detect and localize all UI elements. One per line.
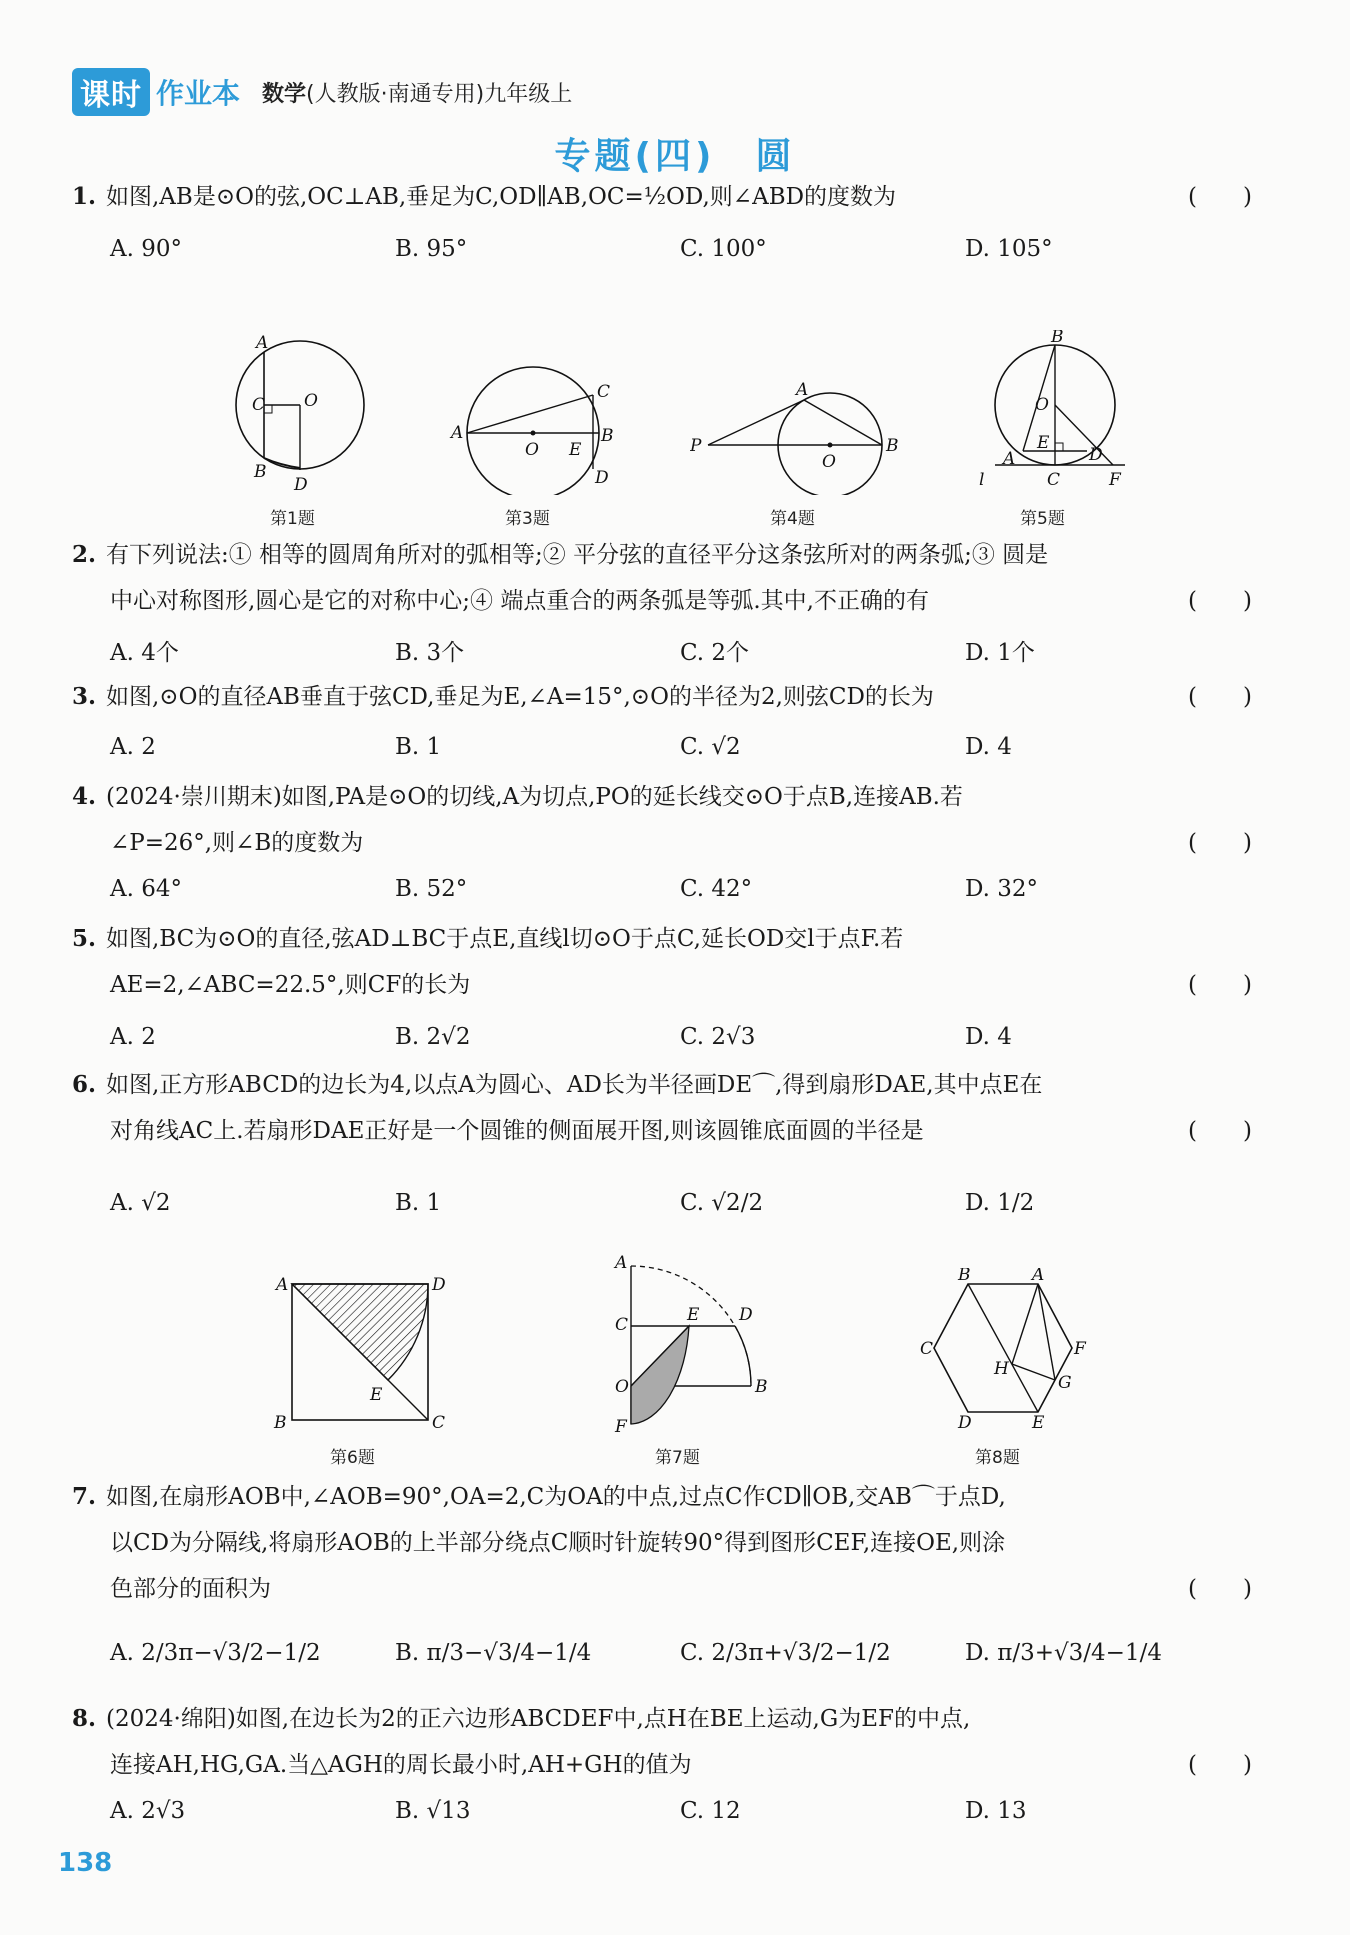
- svg-text:E: E: [687, 1305, 700, 1325]
- brand-logo-box: 课时: [72, 68, 150, 116]
- svg-text:D: D: [958, 1413, 972, 1433]
- svg-text:A: A: [276, 1275, 289, 1295]
- svg-text:P: P: [690, 436, 702, 456]
- caption-fig6: 第6题: [330, 1448, 375, 1468]
- figure-q7: [605, 1252, 775, 1442]
- svg-text:E: E: [569, 440, 582, 460]
- svg-text:B: B: [1051, 330, 1064, 347]
- svg-text:C: C: [1047, 470, 1061, 490]
- caption-fig7: 第7题: [655, 1448, 700, 1468]
- svg-text:A: A: [1003, 449, 1016, 469]
- question-1: 1. 如图,AB是⊙O的弦,OC⊥AB,垂足为C,OD∥AB,OC=½OD,则∠ABD的度数为 ( ): [72, 183, 1252, 210]
- question-4: 4. (2024·崇川期末)如图,PA是⊙O的切线,A为切点,PO的延长线交⊙O于点B,连接AB.若: [72, 783, 963, 810]
- svg-text:D: D: [1089, 445, 1103, 465]
- figure-q8: [920, 1268, 1100, 1433]
- options-q6: A. √2 B. 1 C. √2/2 D. 1/2: [110, 1190, 1035, 1216]
- caption-fig5: 第5题: [1020, 509, 1065, 529]
- svg-text:A: A: [451, 423, 464, 443]
- figure-q3: [445, 355, 630, 495]
- svg-text:D: D: [595, 468, 609, 488]
- svg-text:A: A: [615, 1253, 628, 1273]
- svg-text:B: B: [274, 1413, 287, 1433]
- figure-q1: [220, 330, 380, 500]
- question-7: 7. 如图,在扇形AOB中,∠AOB=90°,OA=2,C为OA的中点,过点C作CD∥OB,交AB⌒于点D,: [72, 1483, 1006, 1510]
- options-q5: A. 2 B. 2√2 C. 2√3 D. 4: [110, 1024, 1012, 1050]
- svg-text:D: D: [739, 1305, 753, 1325]
- svg-text:O: O: [1035, 395, 1049, 415]
- figure-q5: [975, 330, 1135, 500]
- svg-text:G: G: [1058, 1373, 1072, 1393]
- question-7-line2: 以CD为分隔线,将扇形AOB的上半部分绕点C顺时针旋转90°得到图形CEF,连接OE,则涂: [110, 1530, 1006, 1556]
- subject-line: 数学(人教版·南通专用)九年级上: [262, 81, 573, 107]
- svg-text:F: F: [1109, 470, 1121, 490]
- options-q2: A. 4个 B. 3个 C. 2个 D. 1个: [110, 640, 1035, 666]
- svg-text:l: l: [979, 470, 985, 490]
- question-4-line2: ∠P=26°,则∠B的度数为 ( ): [110, 830, 1252, 856]
- question-6: 6. 如图,正方形ABCD的边长为4,以点A为圆心、AD长为半径画DE⌒,得到扇形DAE,其中点E在: [72, 1071, 1043, 1098]
- svg-text:A: A: [796, 380, 809, 400]
- svg-text:B: B: [886, 436, 899, 456]
- page-number: 138: [58, 1848, 113, 1878]
- options-q7: A. 2/3π−√3/2−1/2 B. π/3−√3/4−1/4 C. 2/3π+√3/2−1/2 D. π/3+√3/4−1/4: [110, 1640, 1162, 1666]
- svg-text:C: C: [920, 1339, 934, 1359]
- svg-text:B: B: [254, 462, 267, 482]
- svg-text:C: C: [252, 395, 266, 415]
- svg-text:E: E: [1037, 433, 1050, 453]
- svg-text:C: C: [432, 1413, 446, 1433]
- svg-text:E: E: [370, 1385, 383, 1405]
- svg-text:C: C: [597, 382, 611, 402]
- svg-text:B: B: [601, 426, 614, 446]
- svg-text:B: B: [755, 1377, 768, 1397]
- svg-text:D: D: [294, 475, 308, 495]
- question-8: 8. (2024·绵阳)如图,在边长为2的正六边形ABCDEF中,点H在BE上运动,G为EF的中点,: [72, 1705, 971, 1732]
- question-2-line2: 中心对称图形,圆心是它的对称中心;④ 端点重合的两条弧是等弧.其中,不正确的有 ( ): [110, 588, 1252, 614]
- brand-logo-text: 作业本: [156, 77, 241, 110]
- options-q3: A. 2 B. 1 C. √2 D. 4: [110, 734, 1012, 760]
- svg-text:A: A: [256, 333, 269, 353]
- question-5-line2: AE=2,∠ABC=22.5°,则CF的长为 ( ): [110, 972, 1252, 998]
- caption-fig8: 第8题: [975, 1448, 1020, 1468]
- question-3: 3. 如图,⊙O的直径AB垂直于弦CD,垂足为E,∠A=15°,⊙O的半径为2,则弦CD的长为 ( ): [72, 683, 1252, 710]
- svg-text:H: H: [994, 1359, 1009, 1379]
- svg-text:O: O: [304, 391, 318, 411]
- svg-text:B: B: [958, 1268, 971, 1285]
- page-title: 专题(四) 圆: [554, 136, 796, 177]
- svg-text:E: E: [1032, 1413, 1045, 1433]
- caption-fig1: 第1题: [270, 509, 315, 529]
- question-6-line2: 对角线AC上.若扇形DAE正好是一个圆锥的侧面展开图,则该圆锥底面圆的半径是 ( ): [110, 1118, 1252, 1144]
- book-header: [72, 68, 572, 116]
- svg-text:F: F: [615, 1417, 627, 1437]
- options-q1: A. 90° B. 95° C. 100° D. 105°: [110, 236, 1053, 262]
- question-8-line2: 连接AH,HG,GA.当△AGH的周长最小时,AH+GH的值为 ( ): [110, 1752, 1252, 1778]
- svg-text:O: O: [822, 452, 836, 472]
- svg-text:C: C: [615, 1315, 629, 1335]
- svg-text:A: A: [1032, 1268, 1045, 1285]
- svg-text:D: D: [432, 1275, 446, 1295]
- question-7-line3: 色部分的面积为 ( ): [110, 1576, 1252, 1602]
- svg-text:O: O: [525, 440, 539, 460]
- figure-q6: [270, 1268, 450, 1438]
- question-2: 2. 有下列说法:① 相等的圆周角所对的弧相等;② 平分弦的直径平分这条弦所对的两条弧;③ 圆是: [72, 541, 1049, 568]
- options-q4: A. 64° B. 52° C. 42° D. 32°: [110, 876, 1039, 902]
- figure-q4: [690, 375, 910, 495]
- caption-fig3: 第3题: [505, 509, 550, 529]
- options-q8: A. 2√3 B. √13 C. 12 D. 13: [110, 1798, 1027, 1824]
- svg-text:O: O: [615, 1377, 629, 1397]
- svg-text:F: F: [1074, 1339, 1086, 1359]
- caption-fig4: 第4题: [770, 509, 815, 529]
- question-5: 5. 如图,BC为⊙O的直径,弦AD⊥BC于点E,直线l切⊙O于点C,延长OD交l于点F.若: [72, 925, 904, 952]
